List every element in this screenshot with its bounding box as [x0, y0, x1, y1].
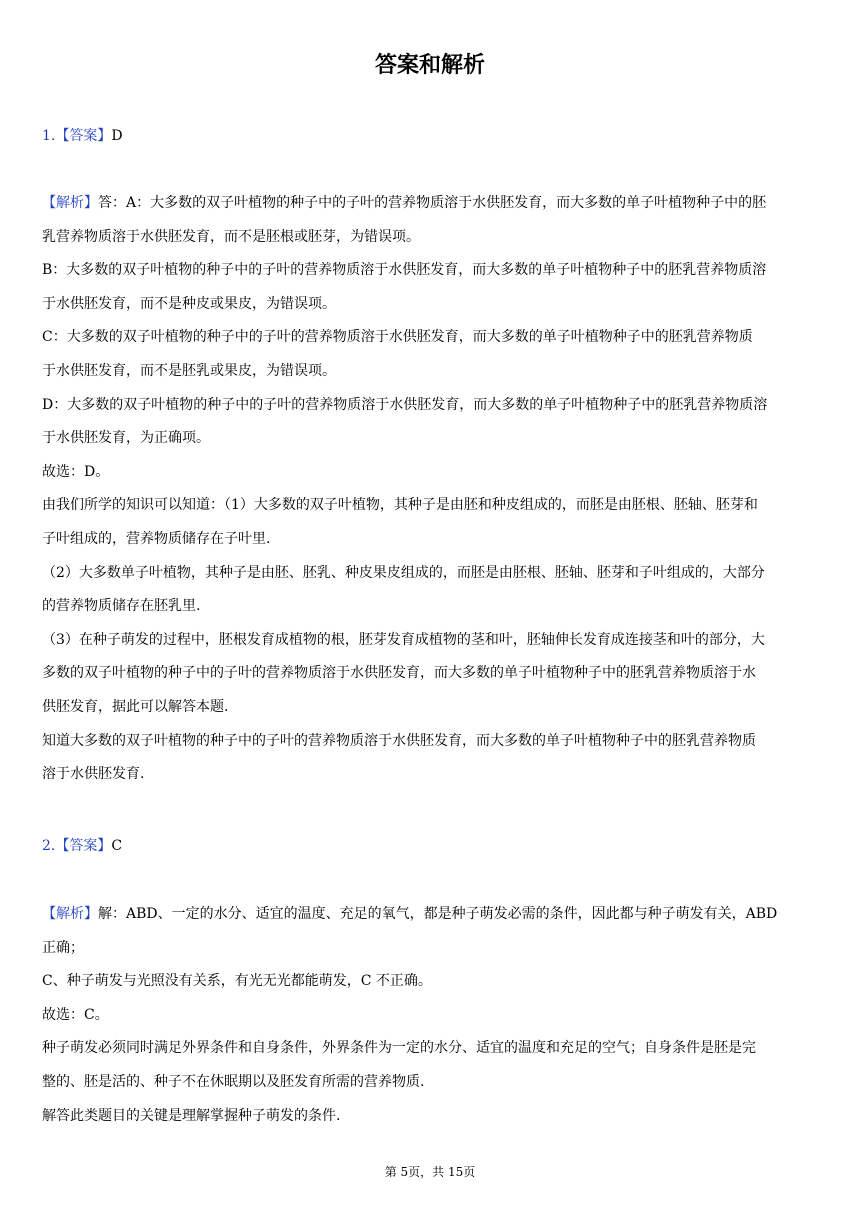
q1-answer-label: 1.【答案】 [42, 128, 112, 144]
q1-analysis [42, 187, 822, 792]
q2-line: C、种子萌发与光照没有关系，有光无光都能萌发，C 不正确。 [42, 973, 432, 990]
q1-line: 故选：D。 [42, 463, 110, 480]
q1-line: 由我们所学的知识可以知道：（1）大多数的双子叶植物，其种子是由胚和种皮组成的，而胚是由胚根、胚轴、胚芽和 [42, 497, 758, 514]
q1-line: 多数的双子叶植物的种子中的子叶的营养物质溶于水供胚发育，而大多数的单子叶植物种子中的胚乳营养物质溶于水 [42, 665, 756, 682]
q1-analysis-label: 【解析】 [42, 195, 98, 211]
q2-line: 正确； [42, 939, 84, 956]
q1-line: 溶于水供胚发育. [42, 766, 145, 783]
q2-line: 种子萌发必须同时满足外界条件和自身条件，外界条件为一定的水分、适宜的温度和充足的空气；自身条件是胚是完 [42, 1040, 756, 1057]
q1-line: 供胚发育，据此可以解答本题. [42, 698, 229, 715]
q2-analysis-label: 【解析】 [42, 906, 98, 922]
page-title: 答案和解析 [374, 53, 485, 78]
q2-line: 整的、胚是活的、种子不在休眠期以及胚发育所需的营养物质. [42, 1073, 425, 1090]
q1-line: 于水供胚发育，而不是种皮或果皮，为错误项。 [42, 295, 336, 312]
q2-analysis [42, 898, 822, 1133]
q2-line: 故选：C。 [42, 1006, 109, 1023]
q1-answer [42, 120, 822, 154]
q1-line: 于水供胚发育，而不是胚乳或果皮，为错误项。 [42, 362, 336, 379]
q1-line: D：大多数的双子叶植物的种子中的子叶的营养物质溶于水供胚发育，而大多数的单子叶植物种子中的胚乳营养物质溶 [42, 396, 768, 413]
q1-line: 子叶组成的，营养物质储存在子叶里. [42, 530, 271, 547]
page-footer: 第 5页，共 15页 [384, 1165, 476, 1179]
q1-line: 的营养物质储存在胚乳里. [42, 598, 201, 615]
q1-line: B：大多数的双子叶植物的种子中的子叶的营养物质溶于水供胚发育，而大多数的单子叶植物种子中的胚乳营养物质溶 [42, 262, 767, 279]
q1-line: 乳营养物质溶于水供胚发育，而不是胚根或胚芽，为错误项。 [42, 228, 420, 245]
q2-answer [42, 830, 822, 864]
q2-line: 解：ABD、一定的水分、适宜的温度、充足的氧气，都是种子萌发必需的条件，因此都与种子萌发有关，ABD [98, 906, 778, 922]
q1-line: 知道大多数的双子叶植物的种子中的子叶的营养物质溶于水供胚发育，而大多数的单子叶植物种子中的胚乳营养物质 [42, 732, 756, 749]
q1-line: 答：A：大多数的双子叶植物的种子中的子叶的营养物质溶于水供胚发育，而大多数的单子叶植物种子中的胚 [98, 195, 767, 211]
q2-answer-label: 2.【答案】 [42, 838, 112, 854]
q1-line: C：大多数的双子叶植物的种子中的子叶的营养物质溶于水供胚发育，而大多数的单子叶植物种子中的胚乳营养物质 [42, 329, 753, 346]
q1-answer-value: D [111, 128, 123, 144]
q2-answer-value: C [111, 838, 123, 854]
q2-line: 解答此类题目的关键是理解掌握种子萌发的条件. [42, 1107, 341, 1124]
q1-line: （3）在种子萌发的过程中，胚根发育成植物的根，胚芽发育成植物的茎和叶，胚轴伸长发育成连接茎和叶的部分，大 [42, 631, 765, 648]
q1-line: 于水供胚发育，为正确项。 [42, 430, 210, 447]
q1-line: （2）大多数单子叶植物，其种子是由胚、胚乳、种皮果皮组成的，而胚是由胚根、胚轴、胚芽和子叶组成的，大部分 [42, 564, 765, 581]
